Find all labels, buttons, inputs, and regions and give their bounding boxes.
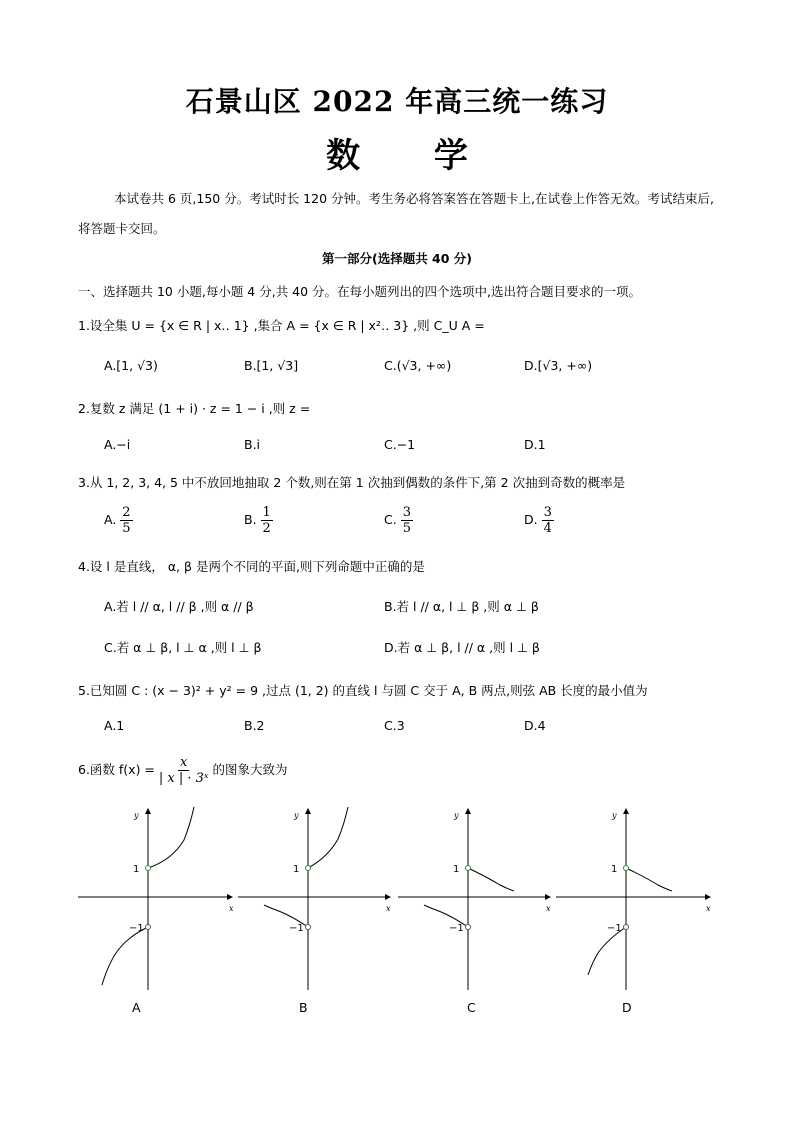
- question-4-option-d: D.若 α ⊥ β, l // α ,则 l ⊥ β: [384, 640, 540, 655]
- graph-d-label: D: [622, 1000, 632, 1015]
- exam-instructions: 本试卷共 6 页,150 分。考试时长 120 分钟。考生务必将答案答在答题卡上,在试卷上作答无效。考试结束后,将答题卡交回。: [78, 191, 714, 236]
- y-tick-top: 1: [133, 864, 140, 875]
- graph-a-label: A: [132, 1000, 141, 1015]
- graph-c-label: C: [467, 1000, 476, 1015]
- curve-right: [308, 807, 348, 868]
- option-label: B.: [244, 512, 257, 527]
- question-2-stem: 2.复数 z 满足 (1 + i) · z = 1 − i ,则 z =: [78, 401, 311, 416]
- question-4-option-c: C.若 α ⊥ β, l ⊥ α ,则 l ⊥ β: [104, 640, 262, 655]
- subject-char-1: 数: [326, 136, 361, 176]
- question-3-option-a: [104, 505, 133, 536]
- graph-b-label: B: [299, 1000, 308, 1015]
- fraction-denominator: | x | · 3ˣ: [158, 771, 209, 786]
- section-header: 一、选择题共 10 小题,每小题 4 分,共 40 分。在每小题列出的四个选项中,选出符合题目要求的一项。: [78, 284, 642, 299]
- graph-a: [78, 807, 234, 990]
- question-6-fraction: [159, 755, 209, 786]
- option-fraction: [120, 505, 132, 536]
- graph-c: [398, 809, 551, 990]
- question-2-option-b: B.i: [244, 437, 261, 452]
- question-3-stem: 3.从 1, 2, 3, 4, 5 中不放回地抽取 2 个数,则在第 1 次抽到偶数的条件下,第 2 次抽到奇数的概率是: [78, 475, 626, 490]
- subject-title: [0, 128, 794, 177]
- graph-d: [556, 809, 711, 990]
- question-1-option-d: D.[√3, +∞): [524, 358, 593, 373]
- exam-title: 石景山区 2022 年高三统一练习: [185, 85, 609, 118]
- option-label: C.: [384, 512, 397, 527]
- y-tick-bottom: −1: [129, 923, 144, 934]
- open-point-bottom: [466, 925, 471, 930]
- open-point-bottom: [306, 925, 311, 930]
- question-3-option-d: [524, 505, 554, 536]
- fraction-denominator: 4: [543, 521, 552, 536]
- curve-right: [148, 807, 194, 868]
- question-2-option-d: D.1: [524, 437, 546, 452]
- fraction-denominator: 5: [122, 521, 131, 536]
- y-axis-label: y: [612, 811, 617, 820]
- question-6-stem: [78, 755, 288, 786]
- y-axis-label: y: [294, 811, 299, 820]
- question-6-prefix: 6.函数 f(x) =: [78, 762, 155, 777]
- question-3-option-b: [244, 505, 273, 536]
- question-3-option-c: [384, 505, 413, 536]
- question-2-option-c: C.−1: [384, 437, 416, 452]
- fraction-numerator: x: [180, 755, 188, 770]
- fraction-numerator: 2: [122, 505, 131, 520]
- x-axis-label: x: [546, 904, 551, 913]
- open-point-top: [624, 866, 629, 871]
- question-4-option-b: B.若 l // α, l ⊥ β ,则 α ⊥ β: [384, 599, 539, 614]
- y-tick-bottom: −1: [449, 923, 464, 934]
- x-axis-label: x: [386, 904, 391, 913]
- fraction-denominator: 2: [262, 521, 271, 536]
- y-axis-label: y: [134, 811, 139, 820]
- x-axis-label: x: [229, 904, 234, 913]
- curve-left: [102, 927, 148, 985]
- y-tick-bottom: −1: [289, 923, 304, 934]
- curve-right: [626, 868, 672, 891]
- question-2-option-a: A.−i: [104, 437, 131, 452]
- option-fraction: [542, 505, 554, 536]
- question-1-stem: 1.设全集 U = {x ∈ R | x‥ 1} ,集合 A = {x ∈ R | x²‥ 3} ,则 C_U A =: [78, 318, 485, 333]
- question-5-option-b: B.2: [244, 718, 265, 733]
- question-4-stem: 4.设 l 是直线， α, β 是两个不同的平面,则下列命题中正确的是: [78, 559, 425, 574]
- option-label: A.: [104, 512, 117, 527]
- x-axis-label: x: [706, 904, 711, 913]
- fraction-numerator: 3: [543, 505, 552, 520]
- open-point-bottom: [146, 925, 151, 930]
- question-6-suffix: 的图象大致为: [212, 762, 288, 777]
- question-6-graphs: [72, 805, 722, 995]
- fraction-numerator: 3: [402, 505, 411, 520]
- subject-char-2: 学: [433, 136, 468, 176]
- part-title: 第一部分(选择题共 40 分): [321, 251, 473, 266]
- open-point-top: [306, 866, 311, 871]
- graph-b: [238, 807, 391, 990]
- open-point-top: [146, 866, 151, 871]
- fraction-denominator: 5: [402, 521, 411, 536]
- y-axis-label: y: [454, 811, 459, 820]
- option-fraction: [261, 505, 273, 536]
- question-1-option-b: B.[1, √3]: [244, 358, 299, 373]
- y-tick-top: 1: [611, 864, 618, 875]
- curve-left: [588, 927, 626, 975]
- question-5-stem: 5.已知圆 C : (x − 3)² + y² = 9 ,过点 (1, 2) 的直线 l 与圆 C 交于 A, B 两点,则弦 AB 长度的最小值为: [78, 683, 648, 698]
- option-label: D.: [524, 512, 538, 527]
- y-tick-bottom: −1: [607, 923, 622, 934]
- question-1-option-a: A.[1, √3): [104, 358, 158, 373]
- question-4-option-a: A.若 l // α, l // β ,则 α // β: [104, 599, 254, 614]
- curve-right: [468, 868, 514, 891]
- y-tick-top: 1: [453, 864, 460, 875]
- y-tick-top: 1: [293, 864, 300, 875]
- open-point-top: [466, 866, 471, 871]
- question-5-option-a: A.1: [104, 718, 125, 733]
- question-5-option-d: D.4: [524, 718, 546, 733]
- question-5-option-c: C.3: [384, 718, 405, 733]
- open-point-bottom: [624, 925, 629, 930]
- question-1-option-c: C.(√3, +∞): [384, 358, 452, 373]
- fraction-numerator: 1: [262, 505, 271, 520]
- option-fraction: [401, 505, 413, 536]
